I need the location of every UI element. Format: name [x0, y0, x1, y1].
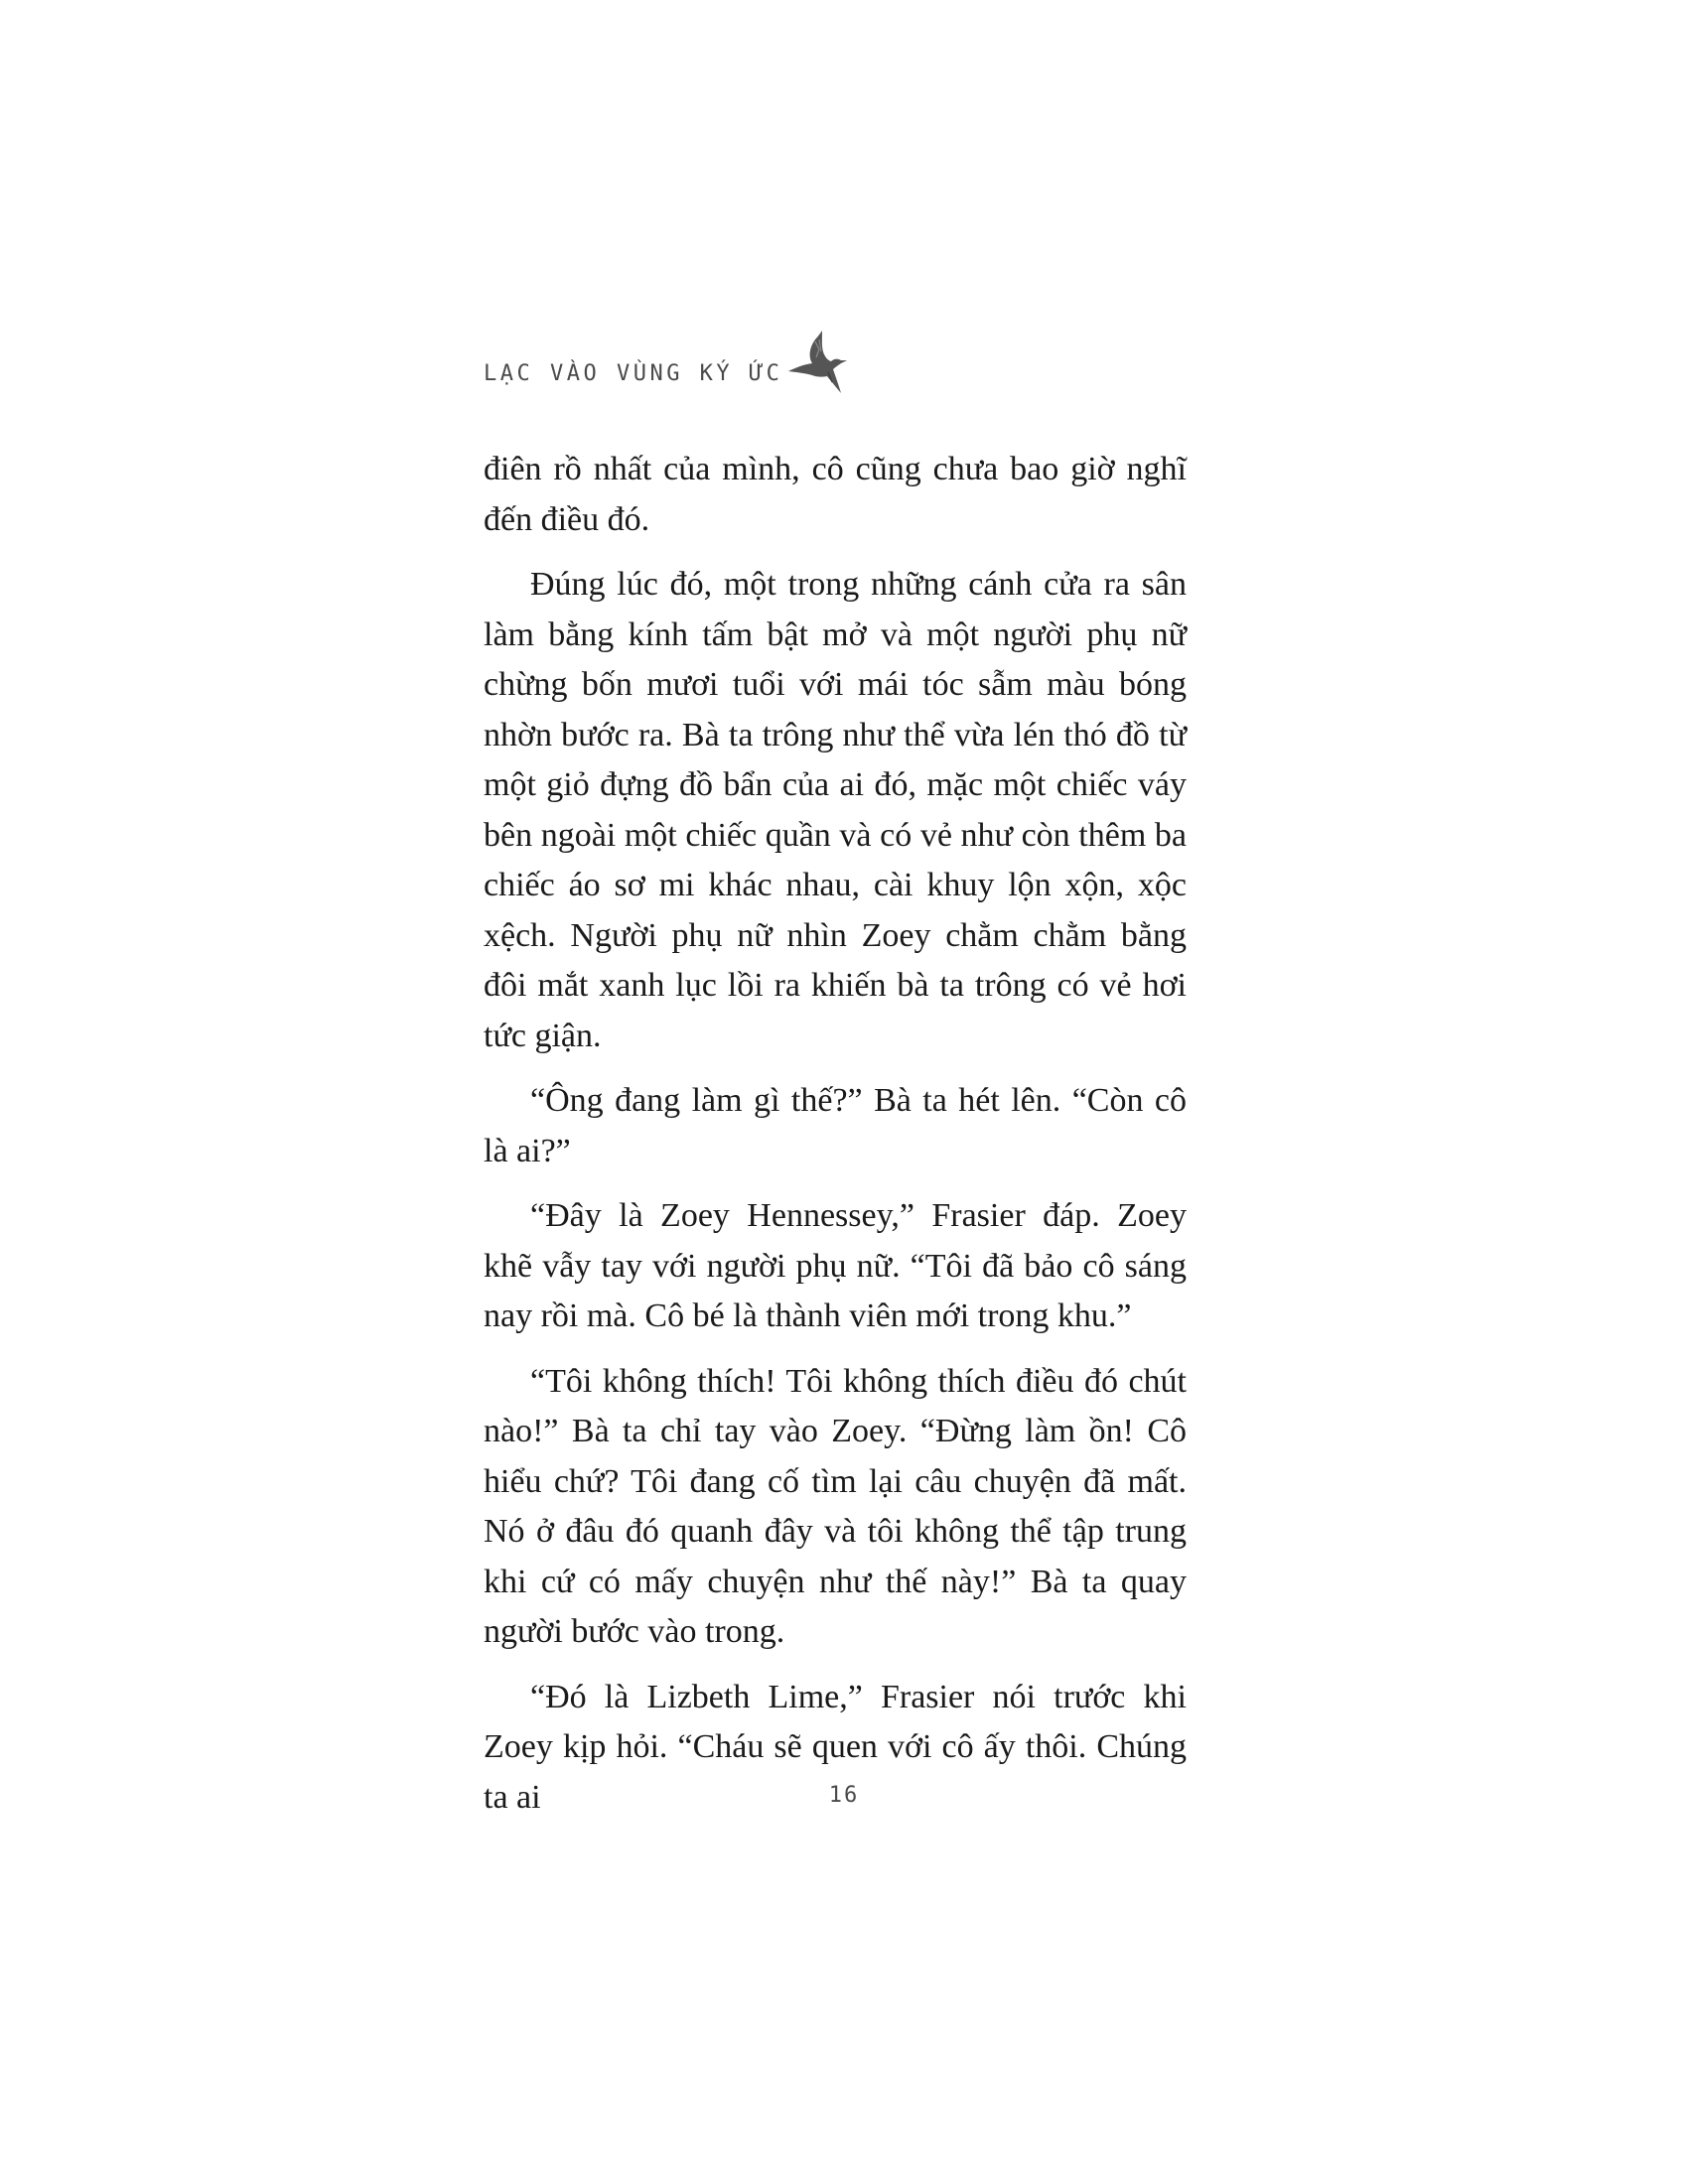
page-number: 16: [828, 1783, 860, 1808]
running-header: [484, 318, 848, 397]
paragraph: “Đó là Lizbeth Lime,” Frasier nói trước khi Zoey kịp hỏi. “Cháu sẽ quen với cô ấy thôi. Chúng ta ai: [484, 1678, 1187, 1816]
paragraph: “Ông đang làm gì thế?” Bà ta hét lên. “Còn cô là ai?”: [484, 1082, 1187, 1169]
paragraph: Đúng lúc đó, một trong những cánh cửa ra sân làm bằng kính tấm bật mở và một người phụ nữ chừng bốn mươi tuổi với mái tóc sẫm màu bóng nhờn bước ra. Bà ta trông như thể vừa lén thó đồ từ một giỏ đựng đồ bẩn của ai đó, mặc một chiếc váy bên ngoài một chiếc quần và có vẻ như còn thêm ba chiếc áo sơ mi khác nhau, cài khuy lộn xộn, xộc xệch. Người phụ nữ nhìn Zoey chằm chằm bằng đôi mắt xanh lục lồi ra khiến bà ta trông có vẻ hơi tức giận.: [484, 566, 1187, 1054]
paragraph: “Tôi không thích! Tôi không thích điều đó chút nào!” Bà ta chỉ tay vào Zoey. “Đừng làm ồn! Cô hiểu chứ? Tôi đang cố tìm lại câu chuyện đã mất. Nó ở đâu đó quanh đây và tôi không thể tập trung khi cứ có mấy chuyện như thế này!” Bà ta quay người bước vào trong.: [484, 1362, 1187, 1650]
bird-icon: [786, 328, 848, 397]
body-text: [484, 445, 1187, 1838]
paragraph-continued: điên rồ nhất của mình, cô cũng chưa bao giờ nghĩ đến điều đó.: [484, 451, 1187, 538]
paragraph: “Đây là Zoey Hennessey,” Frasier đáp. Zoey khẽ vẫy tay với người phụ nữ. “Tôi đã bảo cô sáng nay rồi mà. Cô bé là thành viên mới trong khu.”: [484, 1197, 1187, 1334]
running-title: LẠC VÀO VÙNG KÝ ỨC: [484, 361, 783, 386]
